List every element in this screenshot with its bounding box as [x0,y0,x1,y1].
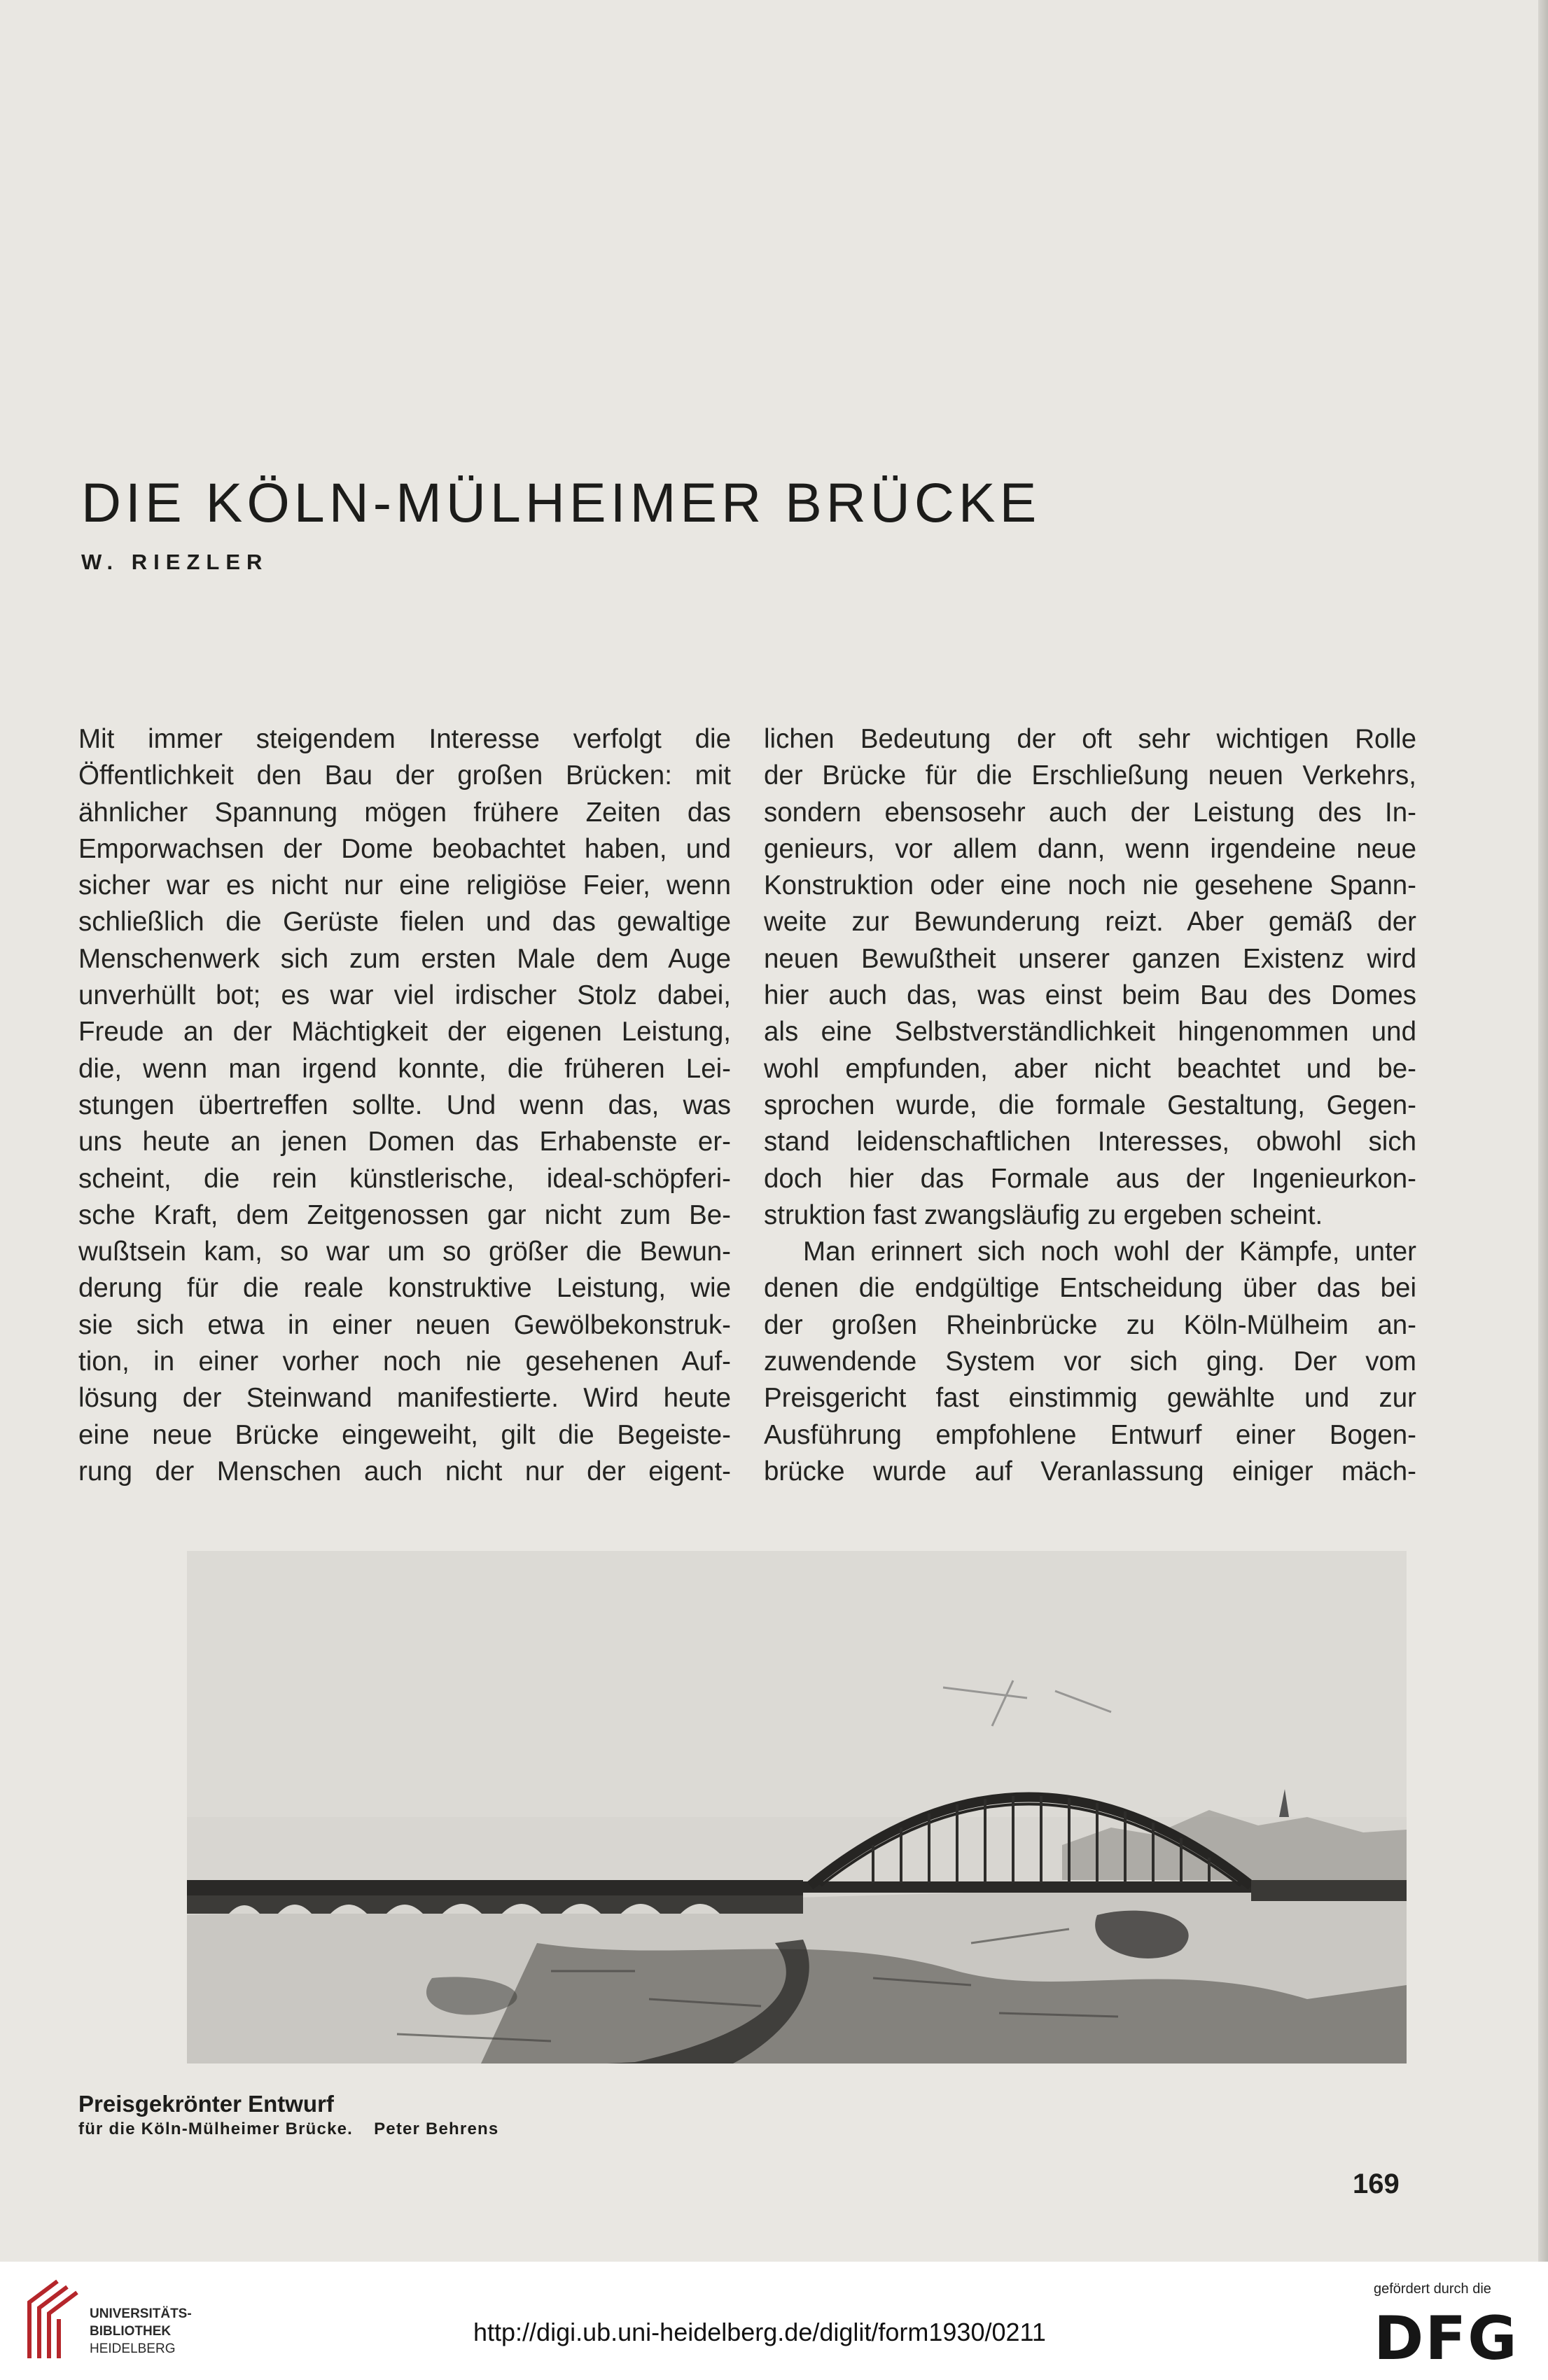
text-line: rung der Menschen auch nicht nur der eigent- [78,1456,731,1487]
text-line: stand leidenschaftlichen Interesses, obwohl sich [764,1127,1416,1157]
text-line: Preisgericht fast einstimmig gewählte und zur [764,1383,1416,1414]
bridge-drawing [187,1551,1407,2064]
library-name-line: HEIDELBERG [90,2341,176,2356]
library-name [90,2305,192,2358]
figure-caption-title: Preisgekrönter Entwurf [78,2091,334,2117]
text-line: sche Kraft, dem Zeitgenossen gar nicht zum Be- [78,1199,731,1230]
text-line: ähnlicher Spannung mögen frühere Zeiten das [78,797,731,828]
text-line: tion, in einer vorher noch nie gesehenen Auf- [78,1346,731,1377]
text-line: Konstruktion oder eine noch nie gesehene Spann- [764,870,1416,901]
figure-caption-subtitle: für die Köln-Mülheimer Brücke. [78,2120,354,2138]
text-line: Freude an der Mächtigkeit der eigenen Leistung, [78,1017,731,1048]
page-edge [1538,0,1548,2262]
text-line: brücke wurde auf Veranlassung einiger mäch- [764,1456,1416,1487]
funded-by-text: gefördert durch die [1374,2281,1491,2297]
text-line: Menschenwerk sich zum ersten Male dem Auge [78,943,731,974]
text-line: als eine Selbstverständlichkeit hingenommen und [764,1017,1416,1048]
text-line: sprochen wurde, die formale Gestaltung, Gegen- [764,1090,1416,1120]
text-line: wußtsein kam, so war um so größer die Bewun- [78,1237,731,1267]
text-line: schließlich die Gerüste fielen und das gewaltige [78,907,731,938]
text-line: weite zur Bewunderung reizt. Aber gemäß der [764,907,1416,938]
text-line: der Brücke für die Erschließung neuen Verkehrs, [764,760,1416,791]
text-line: Ausführung empfohlene Entwurf einer Bogen- [764,1419,1416,1450]
text-line: derung für die reale konstruktive Leistung, wie [78,1273,731,1304]
library-name-line: UNIVERSITÄTS- [90,2306,192,2321]
figure-caption-details [78,2120,498,2139]
text-line: neuen Bewußtheit unserer ganzen Existenz wird [764,943,1416,974]
text-line: eine neue Brücke eingeweiht, gilt die Begeiste- [78,1419,731,1450]
dfg-logo: DFG [1374,2304,1519,2374]
text-line: wohl empfunden, aber nicht beachtet und be- [764,1053,1416,1084]
bridge-drawing-figure [187,1551,1407,2064]
text-line: sondern ebensosehr auch der Leistung des In- [764,797,1416,828]
text-line: genieurs, vor allem dann, wenn irgendeine neue [764,833,1416,864]
text-line: die, wenn man irgend konnte, die früheren Lei- [78,1053,731,1084]
library-name-line: BIBLIOTHEK [90,2324,172,2339]
text-line: der großen Rheinbrücke zu Köln-Mülheim an- [764,1309,1416,1340]
text-line: hier auch das, was einst beim Bau des Domes [764,980,1416,1011]
text-line: Mit immer steigendem Interesse verfolgt die [78,724,731,754]
text-line: scheint, die rein künstlerische, ideal-schöpferi- [78,1163,731,1194]
text-line: uns heute an jenen Domen das Erhabenste er- [78,1127,731,1157]
text-line: lichen Bedeutung der oft sehr wichtigen Rolle [764,724,1416,754]
text-line: Öffentlichkeit den Bau der großen Brücken: mit [78,760,731,791]
text-line: sie sich etwa in einer neuen Gewölbekonstruk- [78,1309,731,1340]
text-line: Emporwachsen der Dome beobachtet haben, und [78,833,731,864]
article-title: DIE KÖLN-MÜLHEIMER BRÜCKE [81,471,1041,534]
text-line: struktion fast zwangsläufig zu ergeben scheint. [764,1199,1323,1230]
text-line: denen die endgültige Entscheidung über das bei [764,1273,1416,1304]
figure-caption-credit: Peter Behrens [374,2120,499,2138]
text-line: Man erinnert sich noch wohl der Kämpfe, unter [803,1237,1416,1267]
body-column-right [764,721,1416,1490]
university-library-logo-icon [15,2274,85,2365]
text-line: doch hier das Formale aus der Ingenieurkon- [764,1163,1416,1194]
text-line: stungen übertreffen sollte. Und wenn das, was [78,1090,731,1120]
page-number: 169 [1353,2169,1400,2199]
text-line: unverhüllt bot; es war viel irdischer Stolz dabei, [78,980,731,1011]
body-column-left [78,721,731,1490]
text-line: sicher war es nicht nur eine religiöse Feier, wenn [78,870,731,901]
article-author: W. RIEZLER [81,550,269,574]
text-line: zuwendende System vor sich ging. Der vom [764,1346,1416,1377]
source-url-link[interactable]: http://digi.ub.uni-heidelberg.de/diglit/form1930/0211 [473,2318,1046,2346]
text-line: lösung der Steinwand manifestierte. Wird heute [78,1383,731,1414]
